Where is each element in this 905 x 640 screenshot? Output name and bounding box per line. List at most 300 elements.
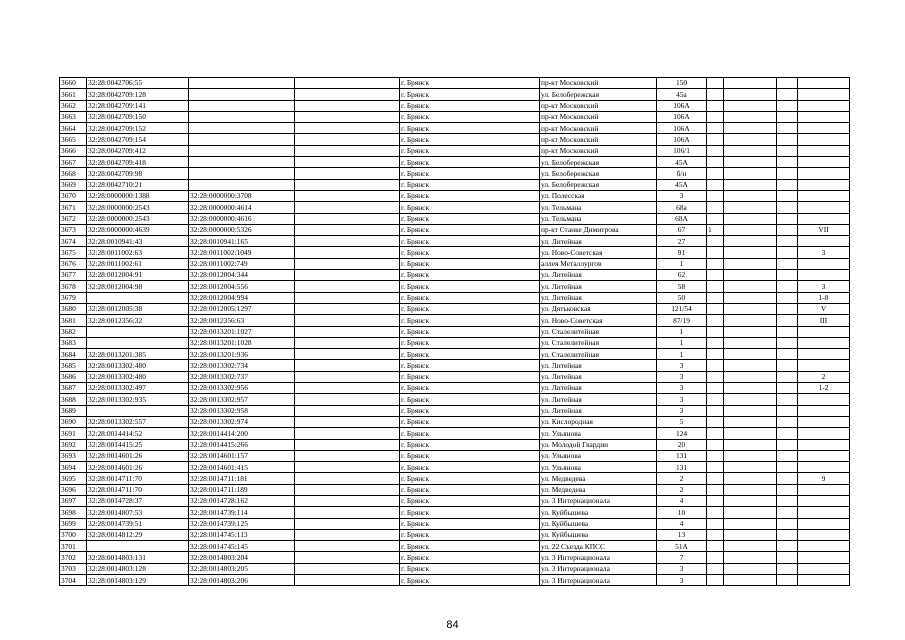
cadastral-number-cell: 32:28:0011002:63 (87, 247, 189, 258)
row-number-cell: 3690 (60, 416, 87, 427)
building-cadastral-number-cell: 32:28:0013302:974 (189, 416, 295, 427)
building-cadastral-number-cell: 32:28:0014803:205 (189, 563, 295, 574)
cadastral-number-cell: 32:28:0012004:91 (87, 270, 189, 281)
cadastral-number-cell: 32:28:0042710:21 (87, 179, 189, 190)
cadastral-number-cell: 32:28:0013302:480 (87, 360, 189, 371)
row-number-cell: 3669 (60, 179, 87, 190)
building-cadastral-number-cell (189, 89, 295, 100)
premises-cell (798, 236, 850, 247)
house-number-cell: 51А (657, 541, 707, 552)
building-cadastral-number-cell: 32:28:0014711:181 (189, 473, 295, 484)
street-cell: ул. Ульянова (540, 428, 657, 439)
cadastral-number-cell: 32:28:0042709:152 (87, 123, 189, 134)
street-cell: ул. Полесская (540, 190, 657, 201)
cadastral-number-cell (87, 337, 189, 348)
table-row (60, 383, 850, 394)
extra-cell (707, 134, 724, 145)
building-cadastral-number-cell: 32:28:0013302:737 (189, 371, 295, 382)
blank-cell (295, 371, 400, 382)
extra-cell (724, 575, 777, 586)
premises-cell (798, 360, 850, 371)
city-cell: г. Брянск (400, 236, 540, 247)
extra-cell (724, 450, 777, 461)
cadastral-number-cell: 32:28:0042709:154 (87, 134, 189, 145)
table-row (60, 111, 850, 122)
premises-cell (798, 213, 850, 224)
blank-cell (777, 462, 798, 473)
city-cell: г. Брянск (400, 495, 540, 506)
extra-cell (707, 349, 724, 360)
building-cadastral-number-cell: 32:28:0014803:206 (189, 575, 295, 586)
extra-cell (707, 258, 724, 269)
extra-cell (707, 563, 724, 574)
row-number-cell: 3664 (60, 123, 87, 134)
street-cell: ул. Литейная (540, 281, 657, 292)
blank-cell (295, 552, 400, 563)
row-number-cell: 3673 (60, 224, 87, 235)
extra-cell (724, 405, 777, 416)
extra-cell (724, 529, 777, 540)
extra-cell (707, 416, 724, 427)
house-number-cell: 2 (657, 473, 707, 484)
blank-cell (777, 552, 798, 563)
table-row (60, 394, 850, 405)
street-cell: ул. Медведева (540, 473, 657, 484)
premises-cell: 3 (798, 247, 850, 258)
table-row (60, 258, 850, 269)
table-row (60, 236, 850, 247)
premises-cell: 2 (798, 371, 850, 382)
premises-cell (798, 507, 850, 518)
premises-cell (798, 450, 850, 461)
extra-cell (707, 123, 724, 134)
blank-cell (777, 507, 798, 518)
cadastral-number-cell: 32:28:0042709:128 (87, 89, 189, 100)
city-cell: г. Брянск (400, 111, 540, 122)
house-number-cell: 58 (657, 281, 707, 292)
row-number-cell: 3691 (60, 428, 87, 439)
city-cell: г. Брянск (400, 100, 540, 111)
extra-cell (724, 303, 777, 314)
table-row (60, 224, 850, 235)
extra-cell (724, 100, 777, 111)
blank-cell (777, 541, 798, 552)
cadastral-number-cell: 32:28:0013302:497 (87, 383, 189, 394)
premises-cell (798, 405, 850, 416)
premises-cell (798, 258, 850, 269)
table-row (60, 484, 850, 495)
city-cell: г. Брянск (400, 405, 540, 416)
house-number-cell: 62 (657, 270, 707, 281)
blank-cell (295, 236, 400, 247)
row-number-cell: 3684 (60, 349, 87, 360)
cadastral-number-cell: 32:28:0012004:98 (87, 281, 189, 292)
row-number-cell: 3696 (60, 484, 87, 495)
extra-cell (707, 247, 724, 258)
street-cell: ул. Ново-Советская (540, 315, 657, 326)
blank-cell (777, 179, 798, 190)
city-cell: г. Брянск (400, 529, 540, 540)
street-cell: ул. Молодой Гвардии (540, 439, 657, 450)
row-number-cell: 3702 (60, 552, 87, 563)
blank-cell (777, 416, 798, 427)
row-number-cell: 3671 (60, 202, 87, 213)
premises-cell: 1-8 (798, 292, 850, 303)
table-row (60, 360, 850, 371)
house-number-cell: 1 (657, 349, 707, 360)
table-row (60, 563, 850, 574)
blank-cell (777, 484, 798, 495)
row-number-cell: 3663 (60, 111, 87, 122)
blank-cell (295, 89, 400, 100)
extra-cell (707, 518, 724, 529)
row-number-cell: 3675 (60, 247, 87, 258)
building-cadastral-number-cell: 32:28:0013201:936 (189, 349, 295, 360)
cadastral-number-cell: 32:28:0014414:52 (87, 428, 189, 439)
extra-cell (724, 78, 777, 89)
blank-cell (777, 439, 798, 450)
blank-cell (295, 563, 400, 574)
table-row (60, 541, 850, 552)
blank-cell (295, 507, 400, 518)
blank-cell (777, 100, 798, 111)
extra-cell (724, 484, 777, 495)
house-number-cell: 4 (657, 495, 707, 506)
building-cadastral-number-cell: 32:28:0012005:1297 (189, 303, 295, 314)
table-row (60, 518, 850, 529)
house-number-cell: 150 (657, 78, 707, 89)
building-cadastral-number-cell: 32:28:0014745:145 (189, 541, 295, 552)
street-cell: ул. Литейная (540, 292, 657, 303)
cadastral-number-cell: 32:28:0012005:38 (87, 303, 189, 314)
row-number-cell: 3694 (60, 462, 87, 473)
extra-cell (724, 236, 777, 247)
premises-cell (798, 78, 850, 89)
table-row (60, 145, 850, 156)
extra-cell (707, 473, 724, 484)
street-cell: ул. Литейная (540, 383, 657, 394)
table-row (60, 428, 850, 439)
city-cell: г. Брянск (400, 349, 540, 360)
cadastral-number-cell (87, 326, 189, 337)
city-cell: г. Брянск (400, 270, 540, 281)
cadastral-number-cell: 32:28:0011002:61 (87, 258, 189, 269)
premises-cell (798, 439, 850, 450)
table-row (60, 495, 850, 506)
blank-cell (295, 405, 400, 416)
house-number-cell: 1 (657, 337, 707, 348)
extra-cell (707, 337, 724, 348)
table-row (60, 349, 850, 360)
blank-cell (777, 315, 798, 326)
table-row (60, 179, 850, 190)
blank-cell (777, 236, 798, 247)
row-number-cell: 3681 (60, 315, 87, 326)
extra-cell (724, 213, 777, 224)
extra-cell (707, 168, 724, 179)
blank-cell (295, 575, 400, 586)
extra-cell (707, 371, 724, 382)
table-row (60, 416, 850, 427)
building-cadastral-number-cell: 32:28:0013302:957 (189, 394, 295, 405)
table-row (60, 439, 850, 450)
street-cell: ул. Медведева (540, 484, 657, 495)
blank-cell (295, 123, 400, 134)
blank-cell (295, 258, 400, 269)
city-cell: г. Брянск (400, 202, 540, 213)
building-cadastral-number-cell: 32:28:0014745:113 (189, 529, 295, 540)
house-number-cell: 68А (657, 213, 707, 224)
row-number-cell: 3701 (60, 541, 87, 552)
extra-cell (724, 179, 777, 190)
street-cell: пр-кт Московский (540, 134, 657, 145)
blank-cell (777, 89, 798, 100)
table-row (60, 507, 850, 518)
table-row (60, 529, 850, 540)
building-cadastral-number-cell: 32:28:0013302:956 (189, 383, 295, 394)
extra-cell (724, 292, 777, 303)
blank-cell (295, 473, 400, 484)
cadastral-number-cell (87, 541, 189, 552)
table-row (60, 270, 850, 281)
row-number-cell: 3689 (60, 405, 87, 416)
cadastral-number-cell: 32:28:0000000:4639 (87, 224, 189, 235)
row-number-cell: 3703 (60, 563, 87, 574)
blank-cell (777, 213, 798, 224)
house-number-cell: 3 (657, 190, 707, 201)
row-number-cell: 3674 (60, 236, 87, 247)
street-cell: ул. Куйбышева (540, 529, 657, 540)
table-row (60, 157, 850, 168)
premises-cell (798, 337, 850, 348)
building-cadastral-number-cell: 32:28:0014739:125 (189, 518, 295, 529)
cadastral-number-cell: 32:28:0014601:26 (87, 450, 189, 461)
building-cadastral-number-cell: 32:28:0000000:5326 (189, 224, 295, 235)
city-cell: г. Брянск (400, 439, 540, 450)
cadastral-number-cell: 32:28:0014803:129 (87, 575, 189, 586)
extra-cell (707, 315, 724, 326)
premises-cell (798, 179, 850, 190)
house-number-cell: 3 (657, 575, 707, 586)
house-number-cell: 67 (657, 224, 707, 235)
blank-cell (295, 360, 400, 371)
page-number: 84 (446, 619, 459, 631)
row-number-cell: 3670 (60, 190, 87, 201)
city-cell: г. Брянск (400, 484, 540, 495)
premises-cell (798, 123, 850, 134)
blank-cell (295, 394, 400, 405)
house-number-cell: 3 (657, 371, 707, 382)
house-number-cell: 106А (657, 111, 707, 122)
extra-cell (707, 111, 724, 122)
building-cadastral-number-cell: 32:28:0013302:958 (189, 405, 295, 416)
extra-cell (724, 326, 777, 337)
extra-cell (724, 473, 777, 484)
extra-cell (724, 123, 777, 134)
building-cadastral-number-cell: 32:28:0013201:1028 (189, 337, 295, 348)
street-cell: ул. Литейная (540, 270, 657, 281)
blank-cell (295, 337, 400, 348)
extra-cell (724, 157, 777, 168)
blank-cell (295, 315, 400, 326)
premises-cell (798, 145, 850, 156)
extra-cell (707, 360, 724, 371)
city-cell: г. Брянск (400, 168, 540, 179)
house-number-cell: 3 (657, 383, 707, 394)
table-row (60, 213, 850, 224)
row-number-cell: 3667 (60, 157, 87, 168)
extra-cell (707, 541, 724, 552)
table-row (60, 552, 850, 563)
house-number-cell: 1 (657, 326, 707, 337)
extra-cell (707, 383, 724, 394)
row-number-cell: 3665 (60, 134, 87, 145)
street-cell: ул. Литейная (540, 360, 657, 371)
table-row (60, 575, 850, 586)
blank-cell (777, 258, 798, 269)
city-cell: г. Брянск (400, 507, 540, 518)
blank-cell (295, 439, 400, 450)
premises-cell (798, 563, 850, 574)
table-row (60, 100, 850, 111)
premises-cell (798, 462, 850, 473)
house-number-cell: 87/19 (657, 315, 707, 326)
extra-cell: 1 (707, 224, 724, 235)
extra-cell (707, 89, 724, 100)
blank-cell (295, 168, 400, 179)
cadastral-number-cell: 32:28:0000000:1388 (87, 190, 189, 201)
cadastral-number-cell: 32:28:0013302:935 (87, 394, 189, 405)
blank-cell (295, 179, 400, 190)
premises-cell: 1-2 (798, 383, 850, 394)
blank-cell (295, 190, 400, 201)
blank-cell (777, 563, 798, 574)
building-cadastral-number-cell: 32:28:0013201:1027 (189, 326, 295, 337)
premises-cell (798, 394, 850, 405)
blank-cell (777, 190, 798, 201)
blank-cell (777, 405, 798, 416)
table-row (60, 371, 850, 382)
blank-cell (295, 270, 400, 281)
row-number-cell: 3679 (60, 292, 87, 303)
city-cell: г. Брянск (400, 462, 540, 473)
house-number-cell: 13 (657, 529, 707, 540)
blank-cell (777, 450, 798, 461)
table-row (60, 462, 850, 473)
extra-cell (724, 563, 777, 574)
premises-cell (798, 349, 850, 360)
house-number-cell: 106А (657, 100, 707, 111)
street-cell: ул. Куйбышева (540, 518, 657, 529)
street-cell: аллея Металлургов (540, 258, 657, 269)
blank-cell (777, 495, 798, 506)
extra-cell (707, 394, 724, 405)
blank-cell (295, 134, 400, 145)
house-number-cell: 3 (657, 563, 707, 574)
extra-cell (724, 281, 777, 292)
table-row (60, 326, 850, 337)
row-number-cell: 3677 (60, 270, 87, 281)
blank-cell (777, 281, 798, 292)
street-cell: ул. 22 Съезда КПСС (540, 541, 657, 552)
row-number-cell: 3685 (60, 360, 87, 371)
row-number-cell: 3668 (60, 168, 87, 179)
extra-cell (707, 179, 724, 190)
building-cadastral-number-cell: 32:28:0000000:4614 (189, 202, 295, 213)
row-number-cell: 3699 (60, 518, 87, 529)
house-number-cell: 124 (657, 428, 707, 439)
cadastral-number-cell: 32:28:0014739:51 (87, 518, 189, 529)
premises-cell (798, 529, 850, 540)
street-cell: ул. Сталелитейная (540, 337, 657, 348)
extra-cell (724, 111, 777, 122)
blank-cell (295, 541, 400, 552)
extra-cell (707, 270, 724, 281)
extra-cell (724, 383, 777, 394)
blank-cell (295, 281, 400, 292)
building-cadastral-number-cell: 32:28:0012356:63 (189, 315, 295, 326)
cadastral-number-cell: 32:28:0000000:2543 (87, 202, 189, 213)
blank-cell (777, 473, 798, 484)
street-cell: пр-кт Московский (540, 78, 657, 89)
street-cell: ул. Дятьковская (540, 303, 657, 314)
blank-cell (777, 123, 798, 134)
house-number-cell: 10 (657, 507, 707, 518)
blank-cell (295, 213, 400, 224)
city-cell: г. Брянск (400, 213, 540, 224)
register-table (59, 77, 850, 586)
blank-cell (295, 224, 400, 235)
premises-cell (798, 89, 850, 100)
blank-cell (777, 360, 798, 371)
street-cell: пр-кт Московский (540, 111, 657, 122)
house-number-cell: 121/54 (657, 303, 707, 314)
blank-cell (777, 157, 798, 168)
extra-cell (707, 439, 724, 450)
extra-cell (707, 190, 724, 201)
building-cadastral-number-cell: 32:28:0014728:162 (189, 495, 295, 506)
blank-cell (295, 349, 400, 360)
street-cell: ул. 3 Интернационала (540, 563, 657, 574)
street-cell: ул. 3 Интернационала (540, 575, 657, 586)
street-cell: ул. Тельмана (540, 202, 657, 213)
row-number-cell: 3680 (60, 303, 87, 314)
house-number-cell: б/н (657, 168, 707, 179)
extra-cell (724, 518, 777, 529)
blank-cell (777, 224, 798, 235)
extra-cell (724, 495, 777, 506)
cadastral-number-cell: 32:28:0013201:385 (87, 349, 189, 360)
blank-cell (295, 247, 400, 258)
cadastral-number-cell: 32:28:0042706:55 (87, 78, 189, 89)
house-number-cell: 3 (657, 360, 707, 371)
building-cadastral-number-cell: 32:28:0012004:994 (189, 292, 295, 303)
blank-cell (295, 416, 400, 427)
table-row (60, 281, 850, 292)
blank-cell (295, 484, 400, 495)
cadastral-number-cell: 32:28:0042709:150 (87, 111, 189, 122)
blank-cell (777, 134, 798, 145)
cadastral-number-cell (87, 405, 189, 416)
city-cell: г. Брянск (400, 78, 540, 89)
city-cell: г. Брянск (400, 552, 540, 563)
extra-cell (707, 78, 724, 89)
city-cell: г. Брянск (400, 134, 540, 145)
blank-cell (777, 349, 798, 360)
premises-cell (798, 168, 850, 179)
blank-cell (777, 202, 798, 213)
blank-cell (777, 383, 798, 394)
